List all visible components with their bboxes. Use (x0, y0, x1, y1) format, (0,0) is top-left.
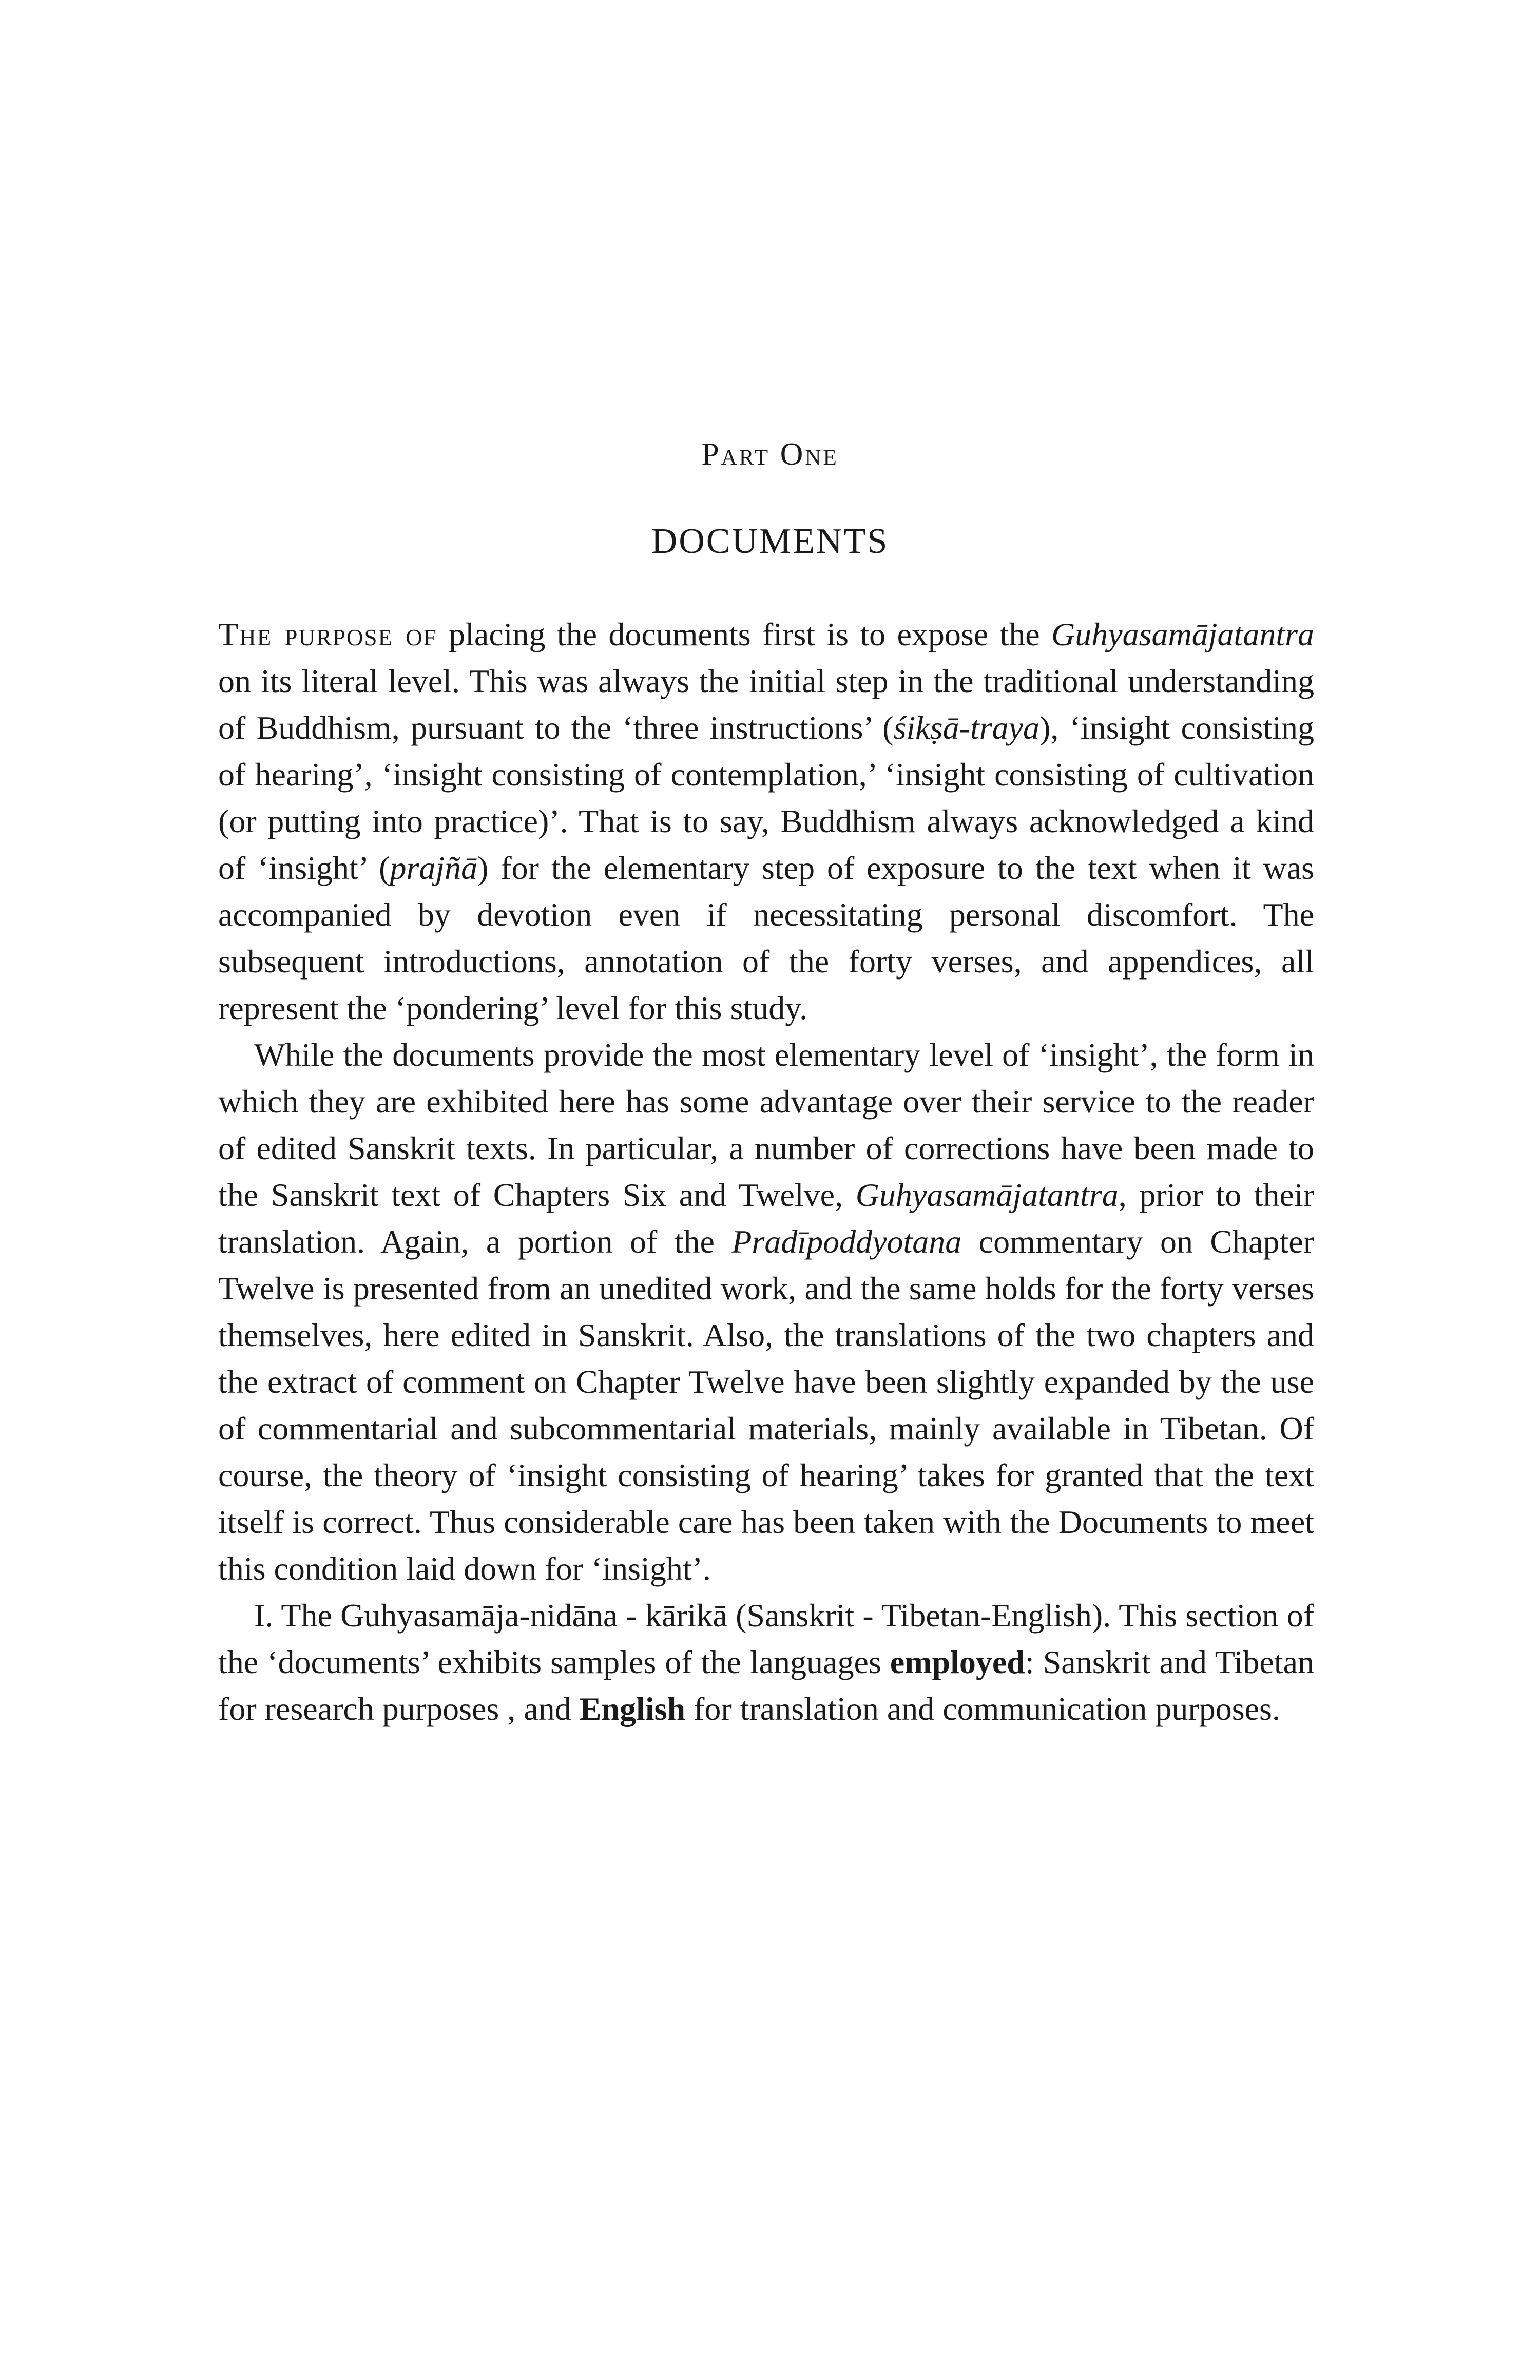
text-run: While the documents provide the most elementary level of ‘insight’, the form in which they are exhibited here has some advantage over their service to the reader of edited Sanskrit texts. In particular, a number of corrections have been made to the Sanskrit text of Chapters Six and Twelve, (218, 1037, 1314, 1213)
body-text (218, 611, 1314, 1732)
paragraph-section-one (218, 1592, 1314, 1732)
text-run: for translation and communication purposes. (685, 1691, 1280, 1727)
part-heading: Part One (701, 437, 839, 472)
italic-term: śikṣā-traya (893, 709, 1040, 746)
bold-term: employed (890, 1644, 1025, 1680)
italic-term: Guhyasamājatantra (855, 1177, 1119, 1213)
italic-term: Pradīpoddyotana (732, 1223, 962, 1260)
text-run: , prior to their translation. Again, a portion of the (218, 1177, 1315, 1260)
section-title: DOCUMENTS (651, 522, 889, 561)
italic-term: Guhyasamājatantra (1051, 616, 1315, 652)
text-run: placing the documents first is to expose the (437, 616, 1052, 652)
text-run: on its literal level. This was always the initial step in the traditional understanding of Buddhism, pursuant to the ‘three instructions’ ( (218, 663, 1314, 746)
text-run: ), ‘insight consisting of hearing’, ‘insight consisting of contemplation,’ ‘insight consisting of cultivation (or putting into practice)’. That is to say, Buddhism always acknowledged a kind of ‘insight’ ( (218, 709, 1315, 886)
text-run: I. The Guhyasamāja-nidāna - kārikā (Sanskrit - Tibetan-English). This section of the ‘documents’ exhibits samples of the languages (218, 1597, 1314, 1680)
lead-in-small-caps: The purpose of (218, 616, 437, 652)
text-run: ) for the elementary step of exposure to the text when it was accompanied by devotion even if necessitating personal discomfort. The subsequent introductions, annotation of the forty verses, and appendices, all represent the ‘pondering’ level for this study. (218, 850, 1315, 1026)
italic-term: prajñā (390, 850, 478, 886)
paragraph-intro (218, 611, 1314, 1031)
paragraph-documents (218, 1031, 1314, 1592)
bold-term: English (579, 1691, 686, 1727)
text-run: : Sanskrit and Tibetan for research purposes , and (218, 1644, 1315, 1727)
text-run: commentary on Chapter Twelve is presented from an unedited work, and the same holds for the forty verses themselves, here edited in Sanskrit. Also, the translations of the two chapters and the extract of comment on Chapter Twelve have been slightly expanded by the use of commentarial and subcommentarial materials, mainly available in Tibetan. Of course, the theory of ‘insight consisting of hearing’ takes for granted that the text itself is correct. Thus considerable care has been taken with the Documents to meet this condition laid down for ‘insight’. (218, 1223, 1315, 1587)
